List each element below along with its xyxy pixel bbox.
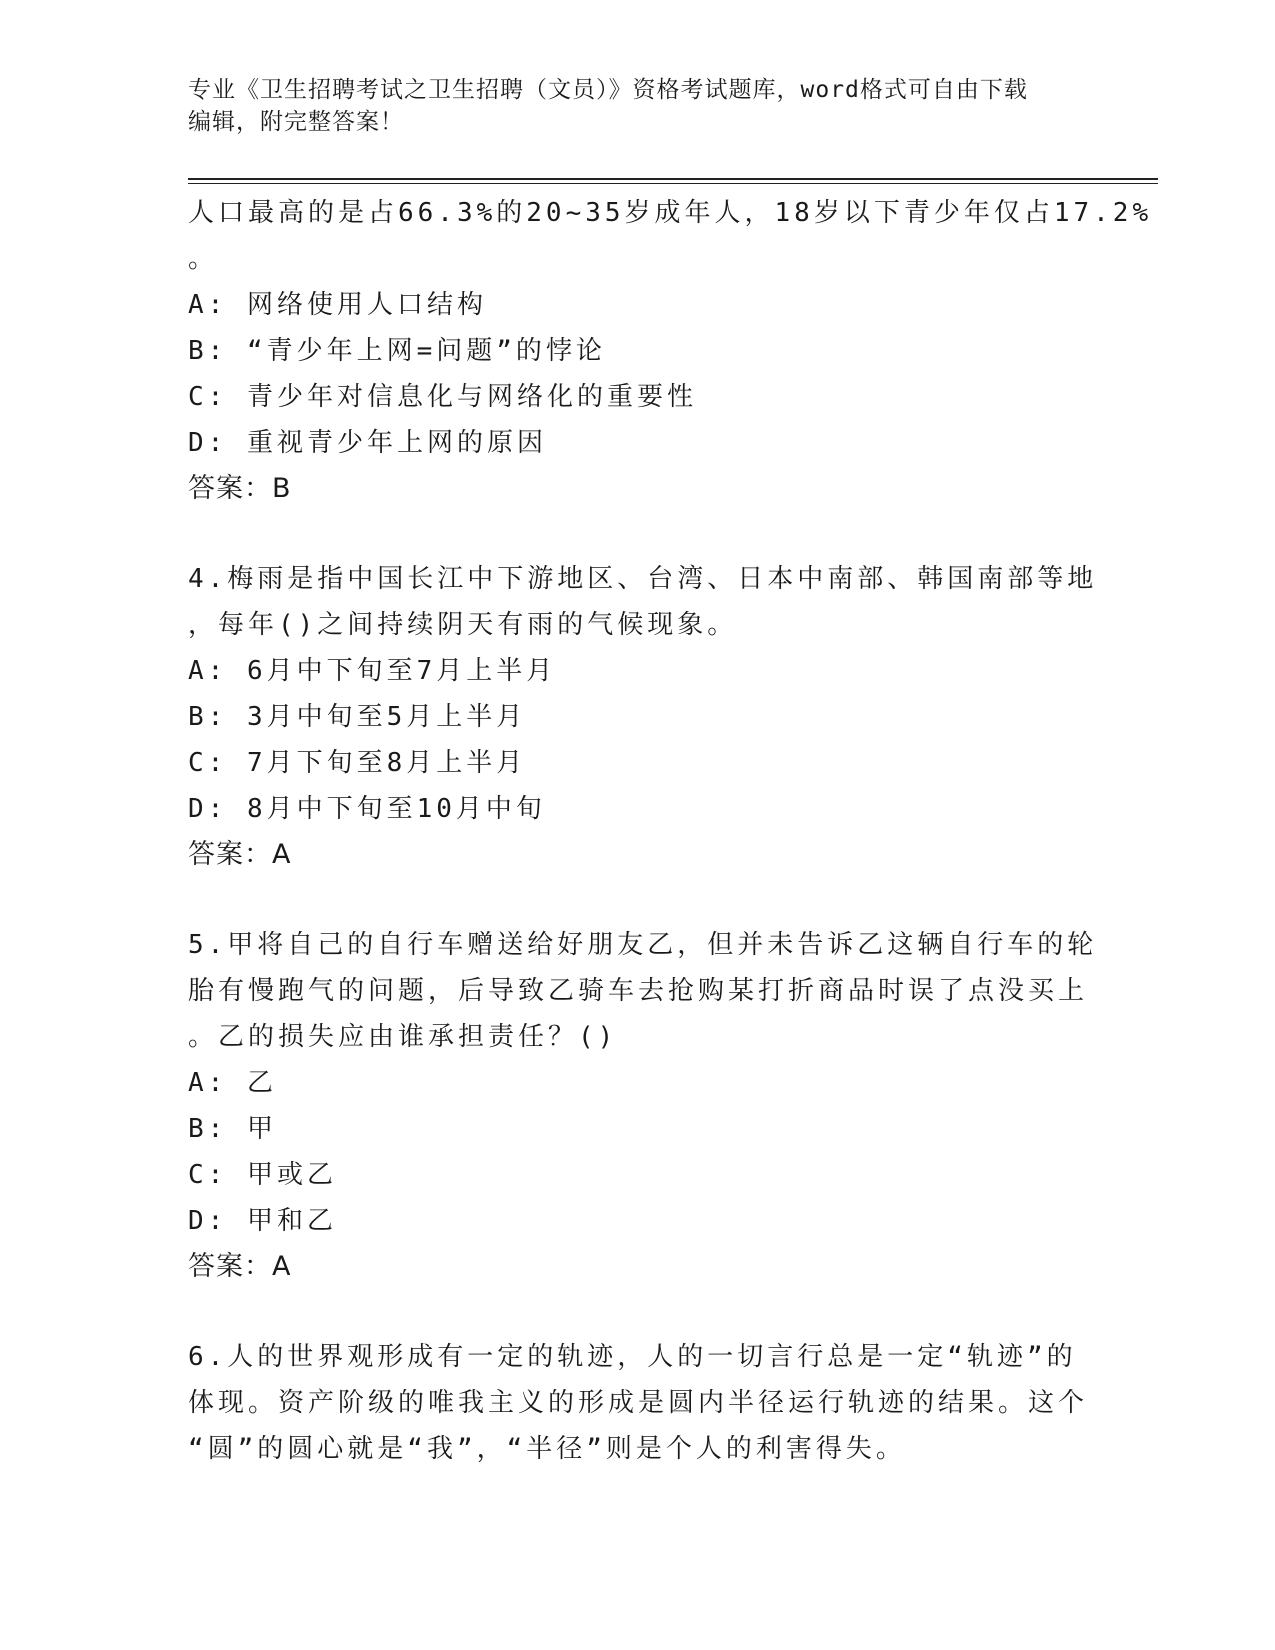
option-d: D: 重视青少年上网的原因 bbox=[188, 428, 547, 458]
question-stem-line: 。 bbox=[188, 244, 219, 274]
option-d: D: 甲和乙 bbox=[188, 1206, 337, 1236]
question-3 bbox=[188, 190, 1153, 512]
question-stem-line: ，每年()之间持续阴天有雨的气候现象。 bbox=[188, 610, 738, 640]
option-b: B: 3月中旬至5月上半月 bbox=[188, 702, 527, 732]
header-line-2: 编辑，附完整答案！ bbox=[188, 109, 404, 135]
option-c: C: 青少年对信息化与网络化的重要性 bbox=[188, 382, 697, 412]
question-4 bbox=[188, 556, 1098, 878]
question-stem-line: 5.甲将自己的自行车赠送给好朋友乙，但并未告诉乙这辆自行车的轮 bbox=[188, 930, 1098, 960]
option-c: C: 7月下旬至8月上半月 bbox=[188, 748, 527, 778]
option-d: D: 8月中下旬至10月中旬 bbox=[188, 794, 546, 824]
question-list bbox=[188, 190, 1153, 1472]
question-stem-line: “圆”的圆心就是“我”，“半径”则是个人的利害得失。 bbox=[188, 1434, 906, 1464]
option-a: A: 乙 bbox=[188, 1068, 277, 1098]
header-line-1: 专业《卫生招聘考试之卫生招聘（文员）》资格考试题库，word格式可自由下载 bbox=[188, 77, 1028, 103]
answer-label: 答案：A bbox=[188, 1251, 292, 1282]
answer-label: 答案：A bbox=[188, 839, 292, 870]
question-stem-line: 人口最高的是占66.3%的20~35岁成年人，18岁以下青少年仅占17.2% bbox=[188, 198, 1153, 228]
spacer bbox=[188, 878, 1088, 922]
option-b: B: 甲 bbox=[188, 1114, 277, 1144]
option-b: B: “青少年上网=问题”的悖论 bbox=[188, 336, 606, 366]
spacer bbox=[188, 512, 1088, 556]
answer-label: 答案：B bbox=[188, 473, 292, 504]
document-header bbox=[188, 74, 1088, 138]
header-divider bbox=[188, 178, 1158, 184]
option-a: A: 6月中下旬至7月上半月 bbox=[188, 656, 557, 686]
question-6 bbox=[188, 1334, 1088, 1472]
spacer bbox=[188, 1290, 1088, 1334]
question-stem-line: 体现。资产阶级的唯我主义的形成是圆内半径运行轨迹的结果。这个 bbox=[188, 1388, 1089, 1418]
question-5 bbox=[188, 922, 1098, 1290]
question-stem-line: 。乙的损失应由谁承担责任？() bbox=[188, 1022, 618, 1052]
question-stem-line: 胎有慢跑气的问题，后导致乙骑车去抢购某打折商品时误了点没买上 bbox=[188, 976, 1089, 1006]
question-stem-line: 4.梅雨是指中国长江中下游地区、台湾、日本中南部、韩国南部等地 bbox=[188, 564, 1098, 594]
option-c: C: 甲或乙 bbox=[188, 1160, 337, 1190]
option-a: A: 网络使用人口结构 bbox=[188, 290, 487, 320]
question-stem-line: 6.人的世界观形成有一定的轨迹，人的一切言行总是一定“轨迹”的 bbox=[188, 1342, 1077, 1372]
